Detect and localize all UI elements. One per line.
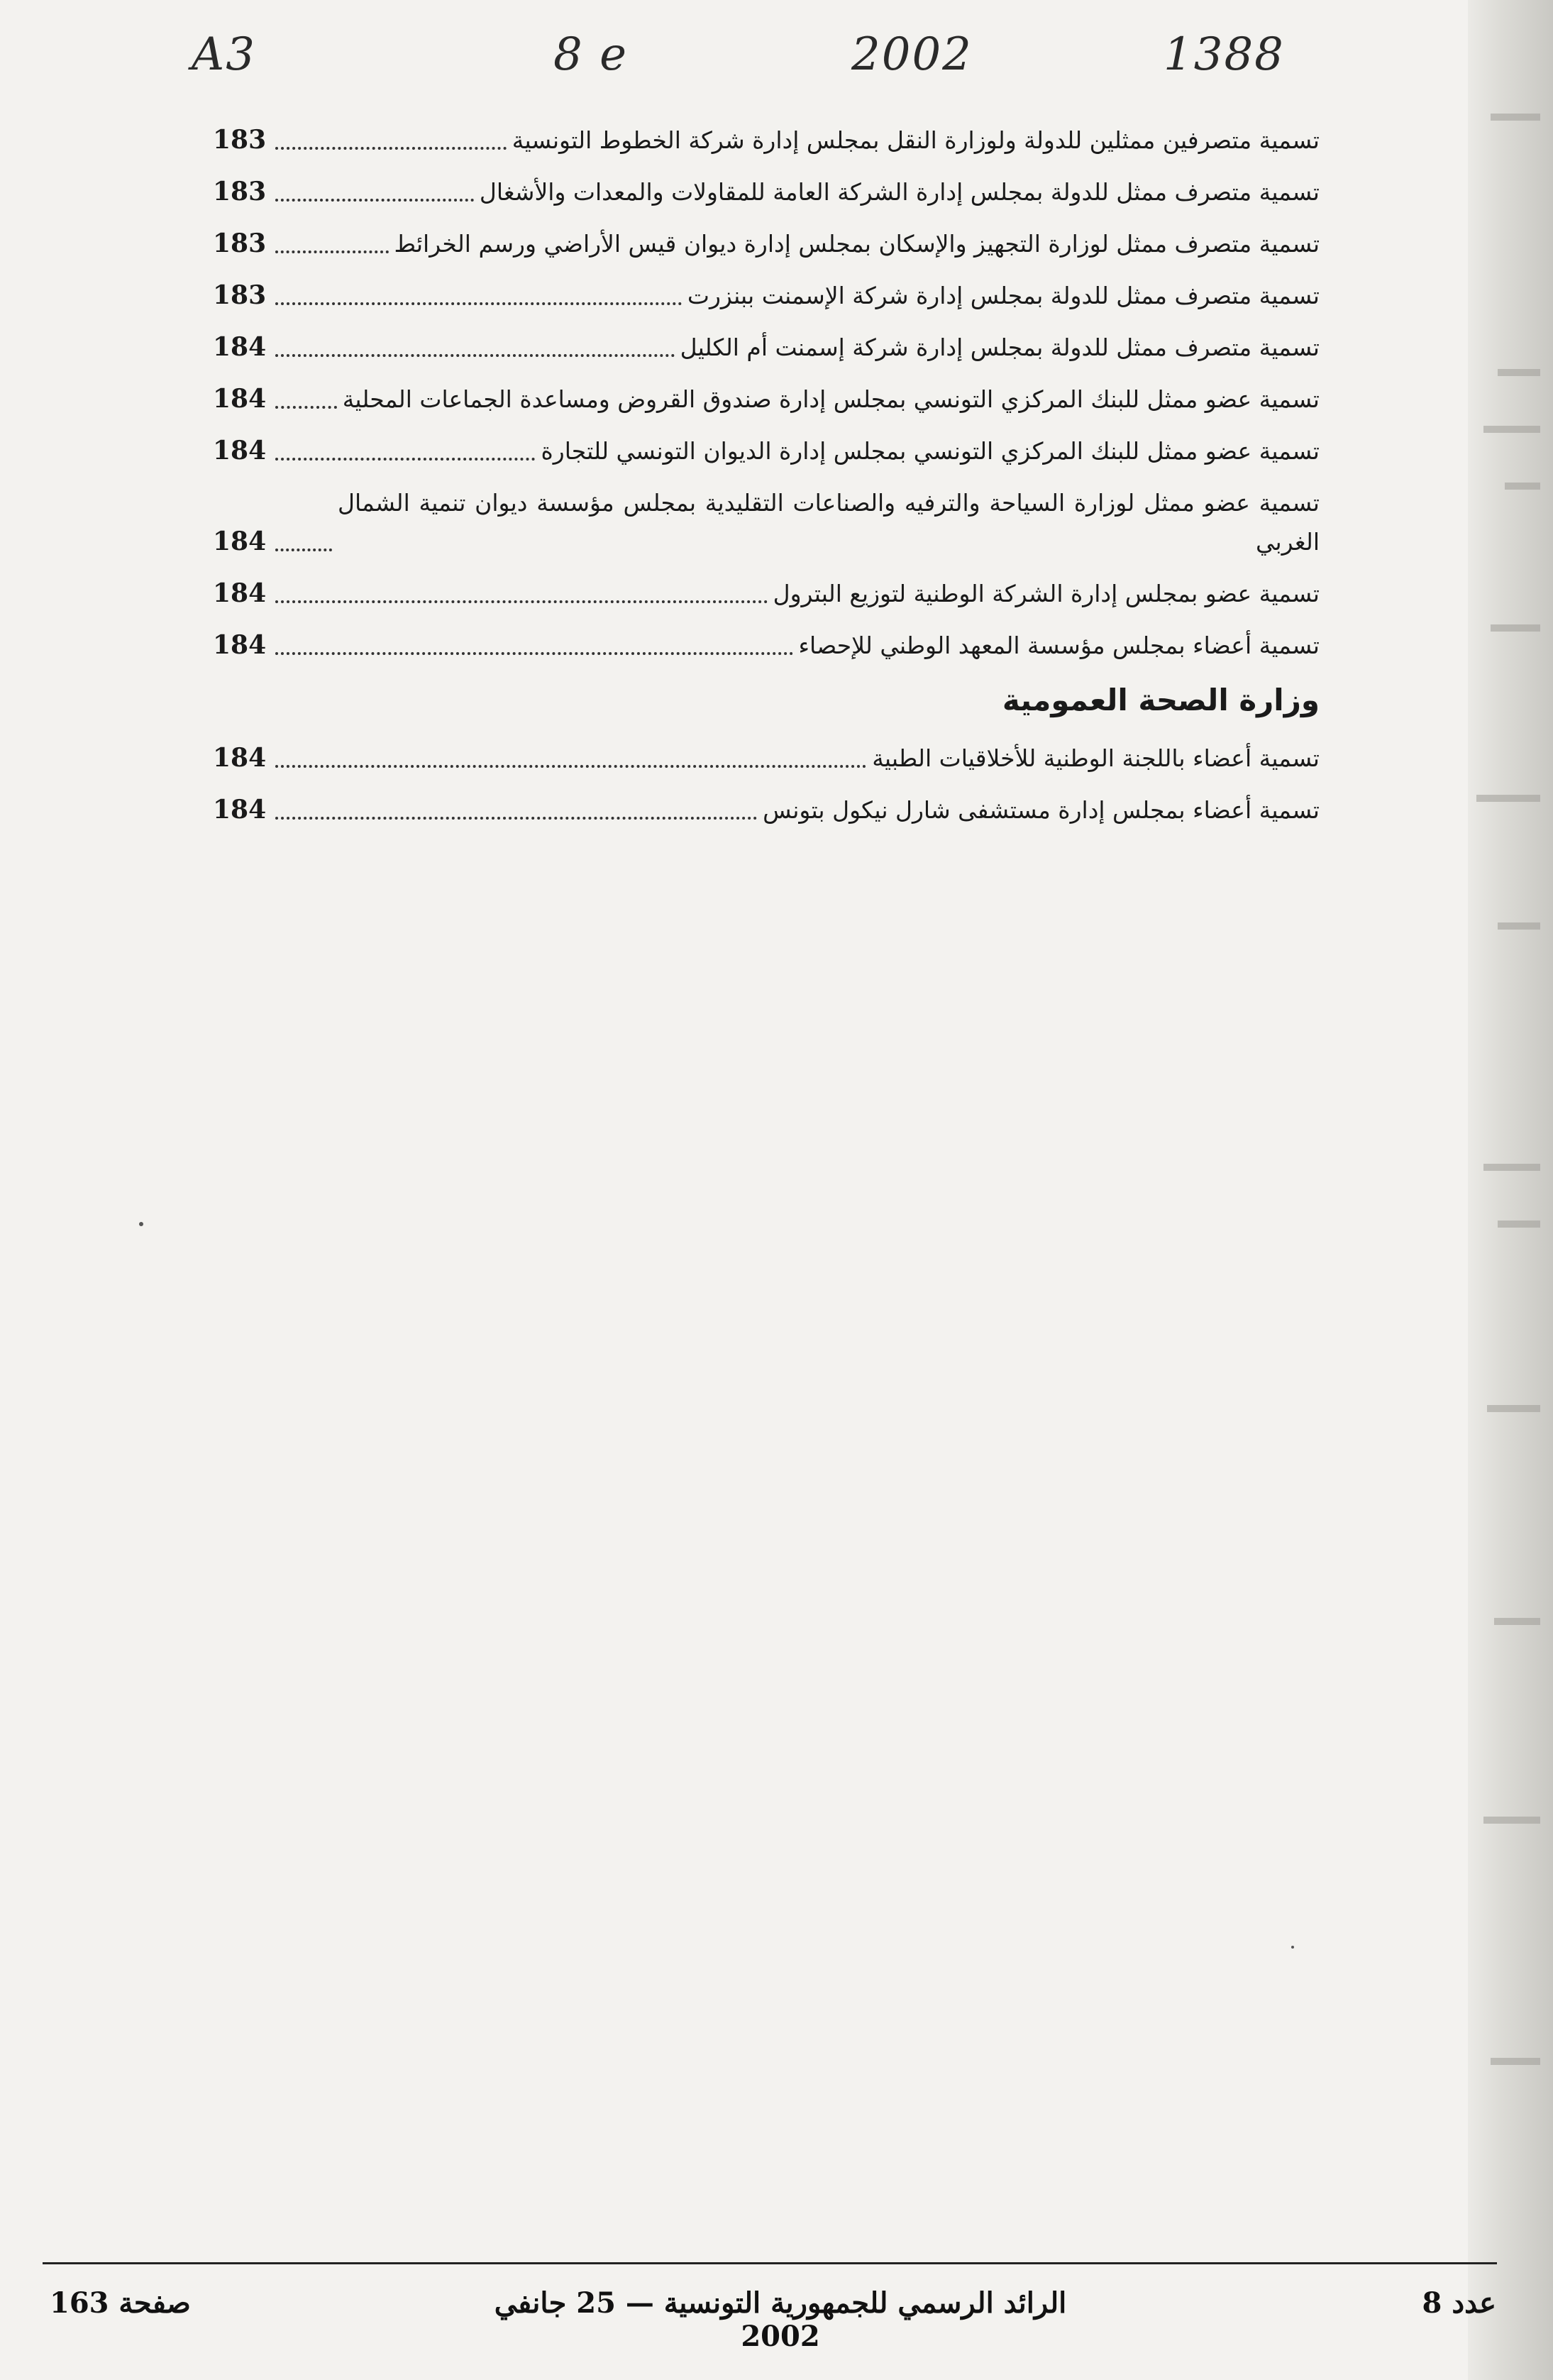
toc-entry (213, 121, 1320, 160)
bleed-text-fragment (1483, 1164, 1540, 1171)
toc-entry (213, 380, 1320, 419)
bleed-text-fragment (1483, 426, 1540, 433)
toc-leader-dots (275, 302, 682, 305)
toc-entry-title: تسمية عضو ممثل للبنك المركزي التونسي بمجلس إدارة الديوان التونسي للتجارة (541, 437, 1320, 465)
toc-leader-dots (275, 199, 474, 202)
toc-entry-page: 183 (213, 177, 267, 206)
bleed-text-fragment (1491, 624, 1540, 632)
toc-leader-dots (275, 652, 793, 655)
toc-leader-dots (275, 250, 389, 253)
toc-entry-title: تسمية أعضاء بمجلس إدارة مستشفى شارل نيكول بتونس (763, 796, 1320, 824)
toc-entry-page: 184 (213, 795, 267, 825)
toc-entry-title: تسمية عضو ممثل للبنك المركزي التونسي بمجلس إدارة صندوق القروض ومساعدة الجماعات المحلية (342, 385, 1320, 413)
bleed-text-fragment (1487, 1405, 1540, 1412)
toc-entry-page: 184 (213, 527, 267, 556)
bleed-text-fragment (1476, 795, 1540, 802)
bleed-text-fragment (1491, 114, 1540, 121)
toc-leader-dots (275, 549, 332, 551)
handwritten-note-year: 2002 (851, 28, 973, 81)
toc-leader-dots (275, 354, 675, 357)
toc-entry-page: 184 (213, 630, 267, 660)
toc-entry-page: 184 (213, 578, 267, 608)
toc-entry-page: 184 (213, 436, 267, 465)
toc-entry (213, 328, 1320, 367)
bleed-text-fragment (1491, 2058, 1540, 2065)
toc-entry-page: 183 (213, 228, 267, 258)
toc-entry (213, 626, 1320, 665)
toc-entry-title: تسمية متصرف ممثل لوزارة التجهيز والإسكان بمجلس إدارة ديوان قيس الأراضي ورسم الخرائط (394, 230, 1320, 258)
toc-entry (213, 276, 1320, 315)
toc-entry-title: تسمية متصرف ممثل للدولة بمجلس إدارة شركة إسمنت أم الكليل (680, 334, 1320, 361)
toc-entry (213, 224, 1320, 263)
toc-leader-dots (275, 600, 768, 603)
toc-leader-dots (275, 765, 866, 768)
bleed-text-fragment (1505, 483, 1540, 490)
handwritten-note-right: 1388 (1164, 28, 1285, 81)
toc-entry-page: 183 (213, 280, 267, 310)
facing-page-edge (1468, 0, 1553, 2380)
paper-speck (1291, 1946, 1294, 1949)
toc-entry (213, 431, 1320, 470)
bleed-text-fragment (1498, 922, 1540, 930)
toc-entry (213, 574, 1320, 613)
bleed-text-fragment (1498, 1221, 1540, 1228)
bleed-text-fragment (1483, 1817, 1540, 1824)
toc-entry-title: تسمية متصرف ممثل للدولة بمجلس إدارة شركة الإسمنت ببنزرت (687, 282, 1320, 309)
toc-entry (213, 790, 1320, 830)
toc-entry (213, 739, 1320, 778)
section-heading: وزارة الصحة العمومية (1002, 683, 1320, 717)
paper-speck (139, 1222, 143, 1226)
toc-entry-title: تسمية متصرف ممثل للدولة بمجلس إدارة الشركة العامة للمقاولات والمعدات والأشغال (479, 178, 1320, 206)
toc-entry-page: 183 (213, 125, 267, 155)
table-of-contents (213, 121, 1320, 842)
handwritten-note-left: A3 (192, 28, 256, 81)
toc-leader-dots (275, 147, 507, 150)
toc-entry-page: 184 (213, 332, 267, 362)
footer-issue-number: عدد 8 (1422, 2286, 1496, 2320)
toc-leader-dots (275, 406, 337, 409)
toc-entry-title: تسمية عضو ممثل لوزارة السياحة والترفيه والصناعات التقليدية بمجلس مؤسسة ديوان تنمية الشمال الغربي (338, 489, 1320, 556)
bleed-text-fragment (1498, 369, 1540, 376)
toc-entry-page: 184 (213, 743, 267, 773)
toc-entry-title: تسمية متصرفين ممثلين للدولة ولوزارة النقل بمجلس إدارة شركة الخطوط التونسية (512, 126, 1320, 154)
bleed-text-fragment (1494, 1618, 1540, 1625)
toc-leader-dots (275, 458, 535, 461)
footer-page-number: صفحة 163 (50, 2286, 191, 2320)
toc-entry-title: تسمية أعضاء باللجنة الوطنية للأخلاقيات الطبية (872, 744, 1320, 772)
toc-entry-page: 184 (213, 384, 267, 414)
toc-leader-dots (275, 817, 757, 820)
toc-entry-title: تسمية عضو بمجلس إدارة الشركة الوطنية لتوزيع البترول (773, 580, 1320, 607)
toc-entry (213, 483, 1320, 561)
toc-entry (213, 172, 1320, 211)
footer-publication-title: الرائد الرسمي للجمهورية التونسية — 25 جانفي 2002 (494, 2286, 1067, 2353)
handwritten-note-second: 8 e (553, 28, 628, 81)
footer-rule (43, 2262, 1497, 2264)
toc-entry-title: تسمية أعضاء بمجلس مؤسسة المعهد الوطني للإحصاء (798, 632, 1320, 659)
